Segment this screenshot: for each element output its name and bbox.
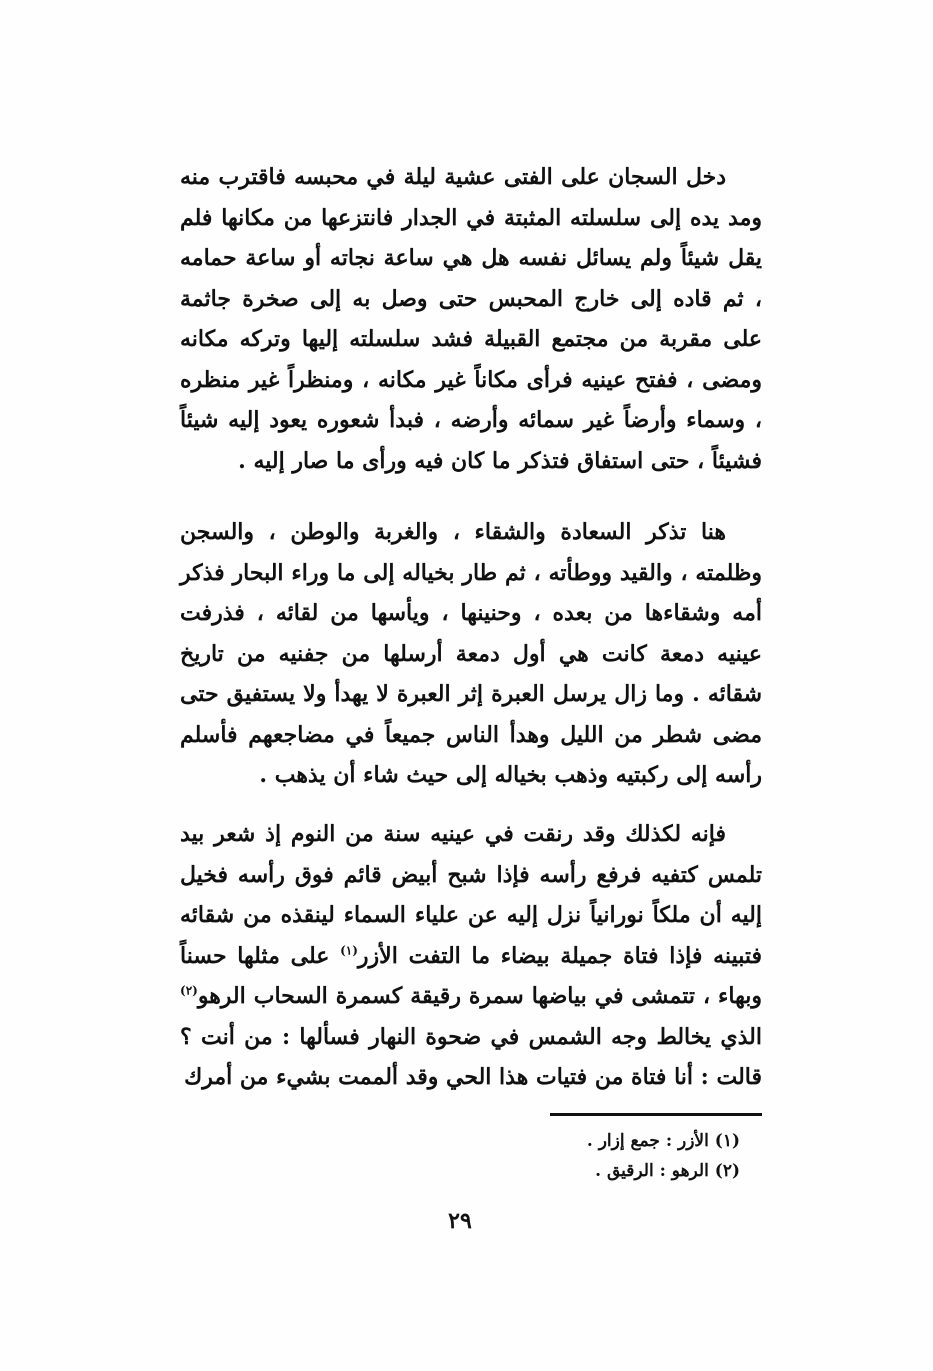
paragraph-2-text: هنا تذكر السعادة والشقاء ، والغربة والوطن ، والسجن وظلمته ، والقيد ووطأته ، ثم طار بخياله إلى ما وراء البحار فذكر أمه وشقاءها من بعده ، وحنينها ، ويأسها من لقائه ، فذرفت عينيه دمعة كانت هي أول دمعة أرسلها من جفنيه من تاريخ شقائه . وما زال يرسل العبرة إثر العبرة لا يهدأ ولا يستفيق حتى مضى شطر من الليل وهدأ الناس جميعاً في مضاجعهم فأسلم رأسه إلى ركبتيه وذهب بخياله إلى حيث شاء أن يذهب . [180, 519, 762, 788]
page-number: ٢٩ [448, 1208, 472, 1234]
paragraph-2 [180, 512, 762, 796]
paragraph-1-text: دخل السجان على الفتى عشية ليلة في محبسه فاقترب منه ومد يده إلى سلسلته المثبتة في الجدار فانتزعها من مكانها فلم يقل شيئاً ولم يسائل نفسه هل هي ساعة نجاته أو ساعة حمامه ، ثم قاده إلى خارج المحبس حتى وصل به إلى صخرة جاثمة على مقربة من مجتمع القبيلة فشد سلسلته إليها وتركه مكانه ومضى ، ففتح عينيه فرأى مكاناً غير مكانه ، ومنظراً غير منظره ، وسماء وأرضاً غير سمائه وأرضه ، فبدأ شعوره يعود إليه شيئاً فشيئاً ، حتى استفاق فتذكر ما كان فيه ورأى ما صار إليه . [180, 164, 762, 474]
paragraph-3-part-1: فإنه لكذلك وقد رنقت في عينيه سنة من النوم إذ شعر بيد تلمس كتفيه فرفع رأسه فإذا شبح أبيض قائم فوق رأسه فخيل إليه أن ملكاً نورانياً نزل إليه عن علياء السماء لينقذه من شقائه فتبينه فإذا فتاة جميلة بيضاء ما التفت الأزر [180, 821, 762, 969]
footnote-divider [550, 1113, 762, 1116]
paragraph-3-text [180, 814, 762, 1098]
footnotes [480, 1126, 740, 1186]
paragraph-1 [180, 157, 762, 481]
footnote-ref-1: (١) [340, 943, 358, 958]
footnote-2: (٢) الرهو : الرقيق . [595, 1161, 740, 1181]
paragraph-3-part-3: الذي يخالط وجه الشمس في ضحوة النهار فسألها : من أنت ؟ قالت : أنا فتاة من فتيات هذا الحي وقد ألممت بشيء من أمرك [180, 1023, 762, 1090]
footnote-ref-2: (٢) [180, 983, 198, 998]
paragraph-3 [180, 814, 762, 1098]
footnote-1: (١) الأزر : جمع إزار . [586, 1131, 740, 1151]
paragraph-3-part-2: على مثلها حسناً وبهاء ، تتمشى في بياضها سمرة رقيقة كسمرة السحاب الرهو [180, 942, 762, 1009]
